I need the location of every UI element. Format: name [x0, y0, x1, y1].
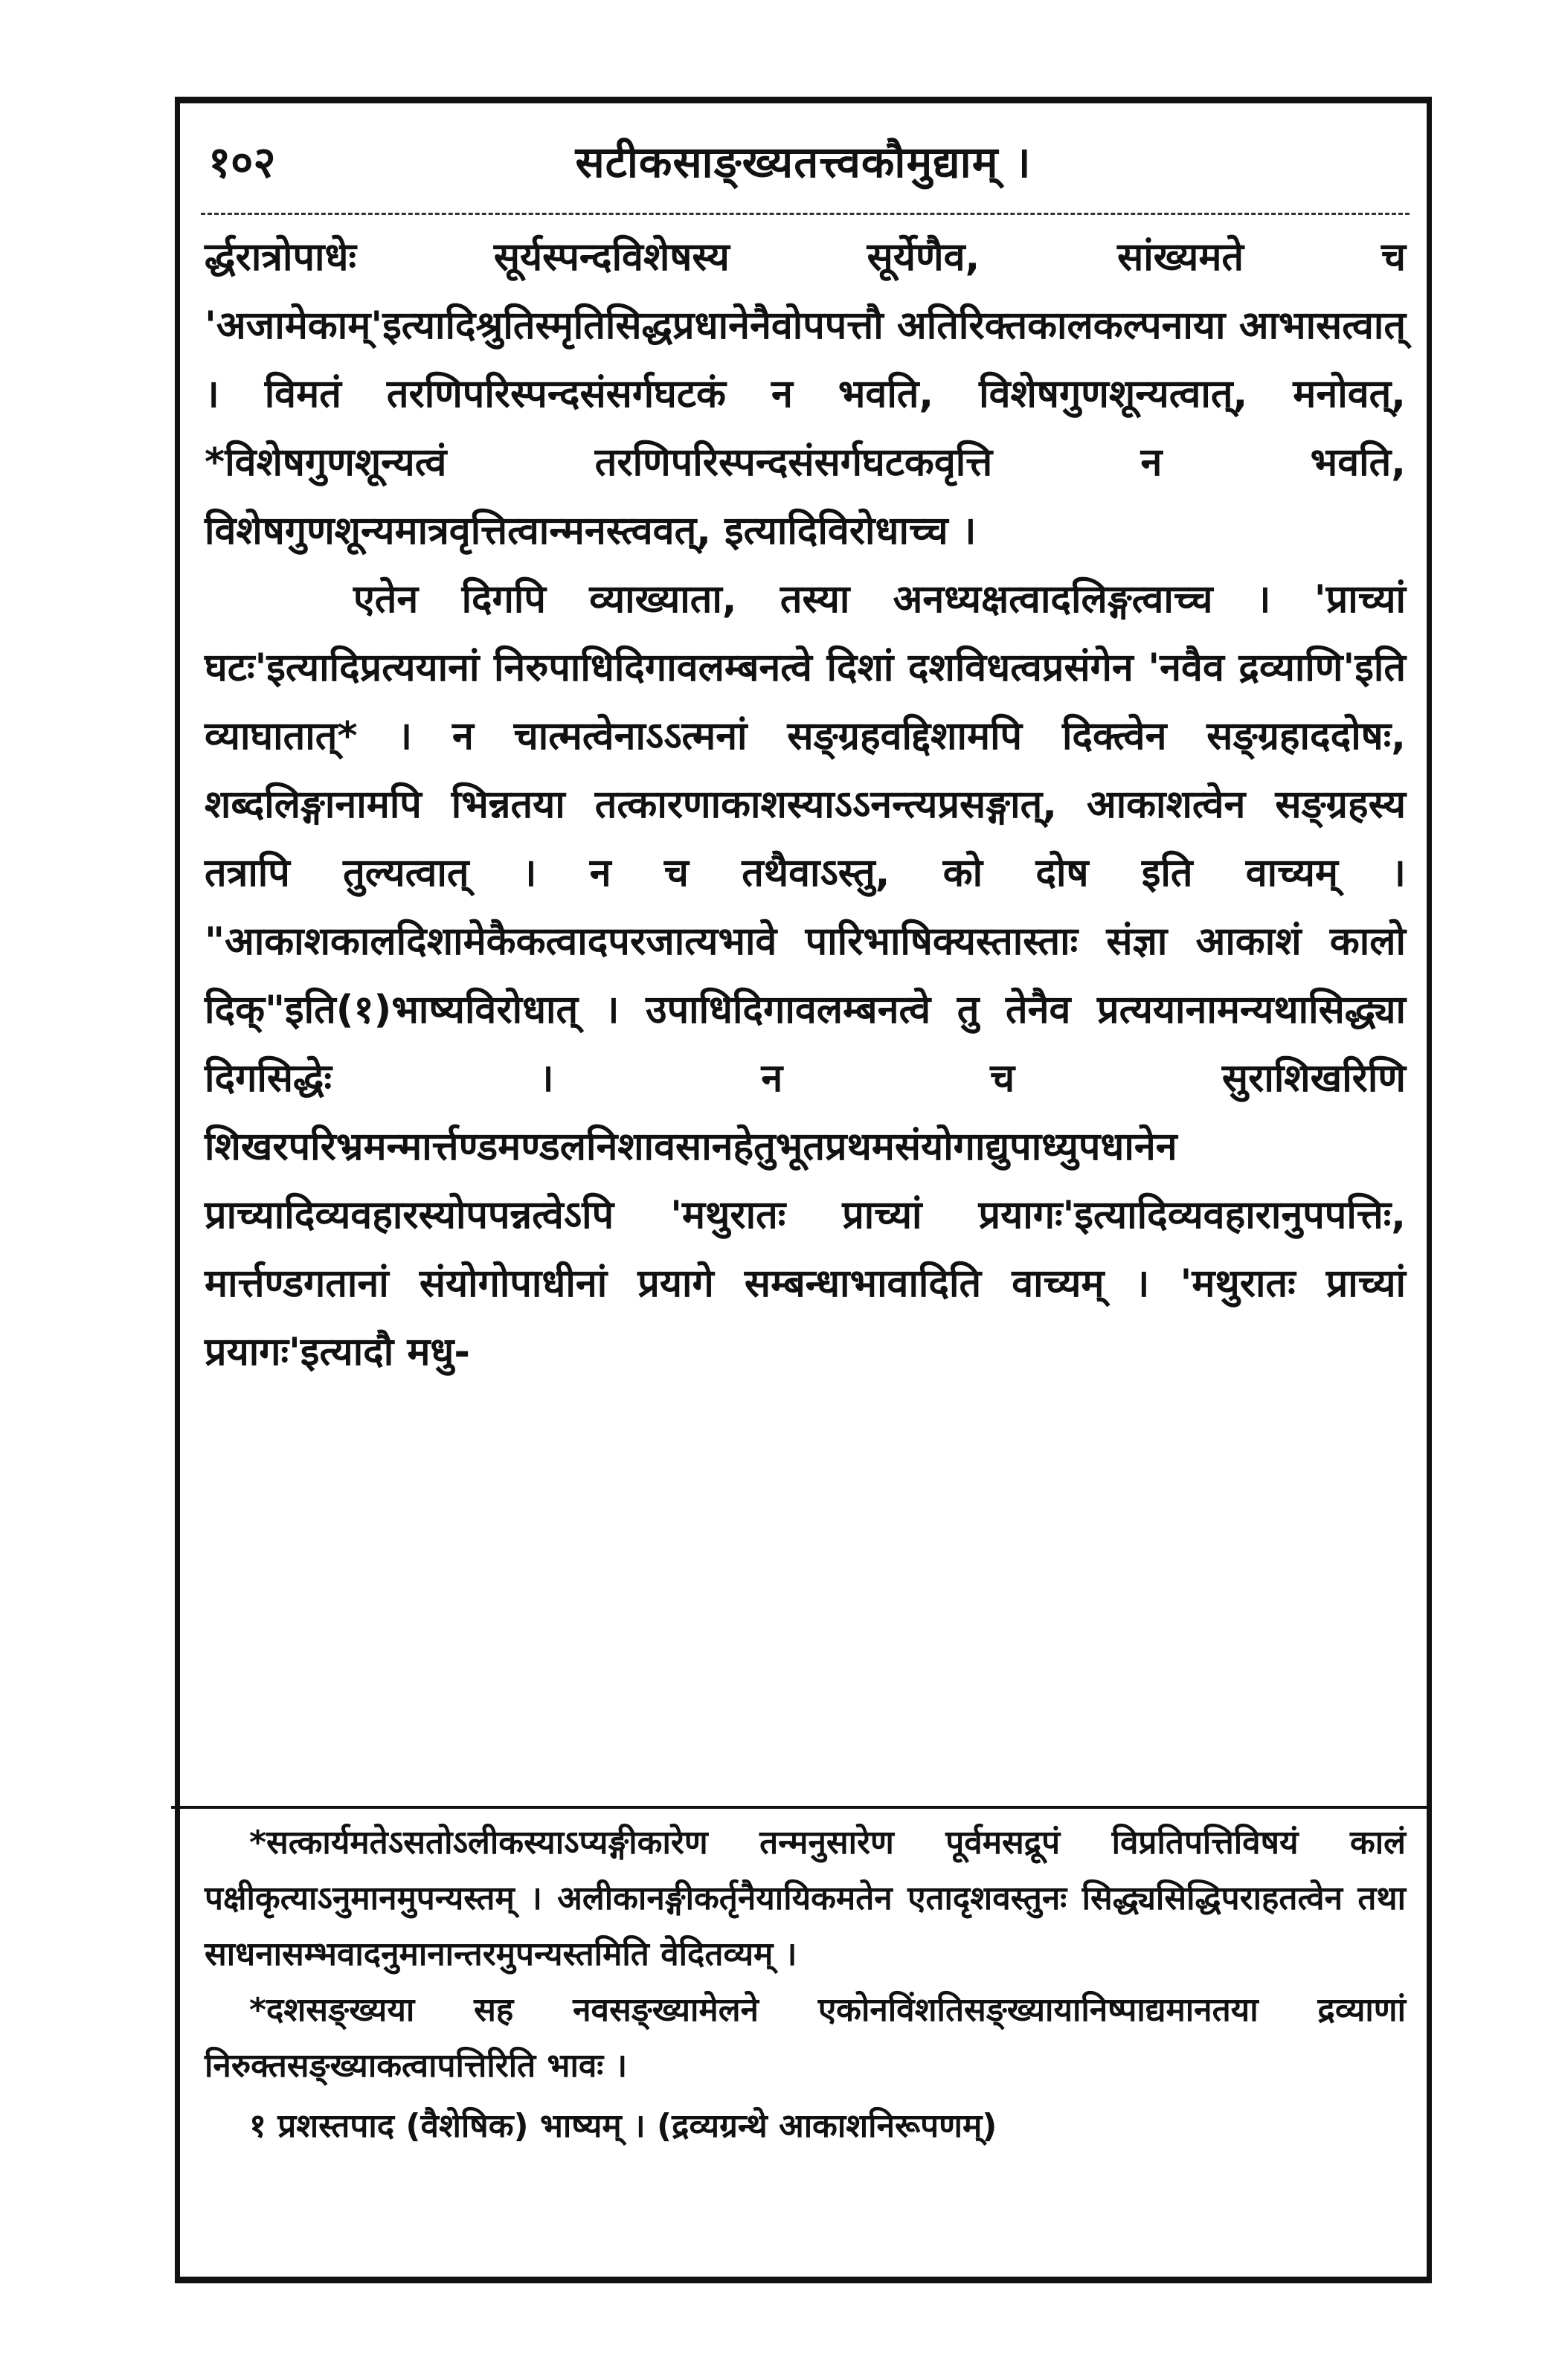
main-text-body	[205, 223, 1406, 1386]
footnotes-section	[205, 1815, 1406, 2154]
page-number: १०२	[208, 137, 276, 187]
header-divider	[201, 213, 1410, 215]
main-paragraph-1: र्द्धरात्रोपाधेः सूर्यस्पन्दविशेषस्य सूर्येणैव, सांख्यमते च 'अजामेकाम्'इत्यादिश्रुतिस्मृतिसिद्धप्रधानेनैवोपपत्तौ अतिरिक्तकालकल्पनाया आभासत्वात् । विमतं तरणिपरिस्पन्दसंसर्गघटकं न भवति, विशेषगुणशून्यत्वात्, मनोवत्, *विशेषगुणशून्यत्वं तरणिपरिस्पन्दसंसर्गघटकवृत्ति न भवति, विशेषगुणशून्यमात्रवृत्तित्वान्मनस्त्ववत्, इत्यादिविरोधाच्च ।	[205, 235, 1406, 553]
footnote-2: *दशसङ्ख्यया सह नवसङ्ख्यामेलने एकोनविंशतिसङ्ख्यायानिष्पाद्यमानतया द्रव्याणां निरुक्तसङ्ख्याकत्वापत्तिरिति भावः ।	[205, 1991, 1406, 2085]
footnote-1: *सत्कार्यमतेऽसतोऽलीकस्याऽप्यङ्गीकारेण तन्मनुसारेण पूर्वमसद्रूपं विप्रतिपत्तिविषयं कालं पक्षीकृत्याऽनुमानमुपन्यस्तम् । अलीकानङ्गीकर्तृनैयायिकमतेन एतादृशवस्तुनः सिद्ध्यसिद्धिपराहतत्वेन तथा साधनासम्भवादनुमानान्तरमुपन्यस्तमिति वेदितव्यम् ।	[205, 1824, 1406, 1973]
page-header	[201, 125, 1406, 207]
main-paragraph-2: एतेन दिगपि व्याख्याता, तस्या अनध्यक्षत्वादलिङ्गत्वाच्च । 'प्राच्यां घटः'इत्यादिप्रत्ययानां निरुपाधिदिगावलम्बनत्वे दिशां दशविधत्वप्रसंगेन 'नवैव द्रव्याणि'इति व्याघातात्* । न चात्मत्वेनाऽऽत्मनां सङ्ग्रहवद्दिशामपि दिक्त्वेन सङ्ग्रहाददोषः, शब्दलिङ्गानामपि भिन्नतया तत्कारणाकाशस्याऽऽनन्त्यप्रसङ्गात्, आकाशत्वेन सङ्ग्रहस्य तत्रापि तुल्यत्वात् । न च तथैवाऽस्तु, को दोष इति वाच्यम् । "आकाशकालदिशामेकैकत्वादपरजात्यभावे पारिभाषिक्यस्तास्ताः संज्ञा आकाशं कालो दिक्"इति(१)भाष्यविरोधात् । उपाधिदिगावलम्बनत्वे तु तेनैव प्रत्ययानामन्यथासिद्ध्या दिगसिद्धेः । न च सुराशिखरिणि शिखरपरिभ्रमन्मार्त्तण्डमण्डलनिशावसानहेतुभूतप्रथमसंयोगाद्युपाध्युपधानेन प्राच्यादिव्यवहारस्योपपन्नत्वेऽपि 'मथुरातः प्राच्यां प्रयागः'इत्यादिव्यवहारानुपपत्तिः, मार्त्तण्डगतानां संयोगोपाधीनां प्रयागे सम्बन्धाभावादिति वाच्यम् । 'मथुरातः प्राच्यां प्रयागः'इत्यादौ मधु-	[205, 577, 1406, 1374]
footnote-divider	[171, 1806, 1428, 1809]
running-title: सटीकसाङ्ख्यतत्त्वकौमुद्याम् ।	[575, 137, 1032, 187]
footnote-reference: १ प्रशस्तपाद (वैशेषिक) भाष्यम् । (द्रव्यग्रन्थे आकाशनिरूपणम्)	[249, 2107, 997, 2145]
